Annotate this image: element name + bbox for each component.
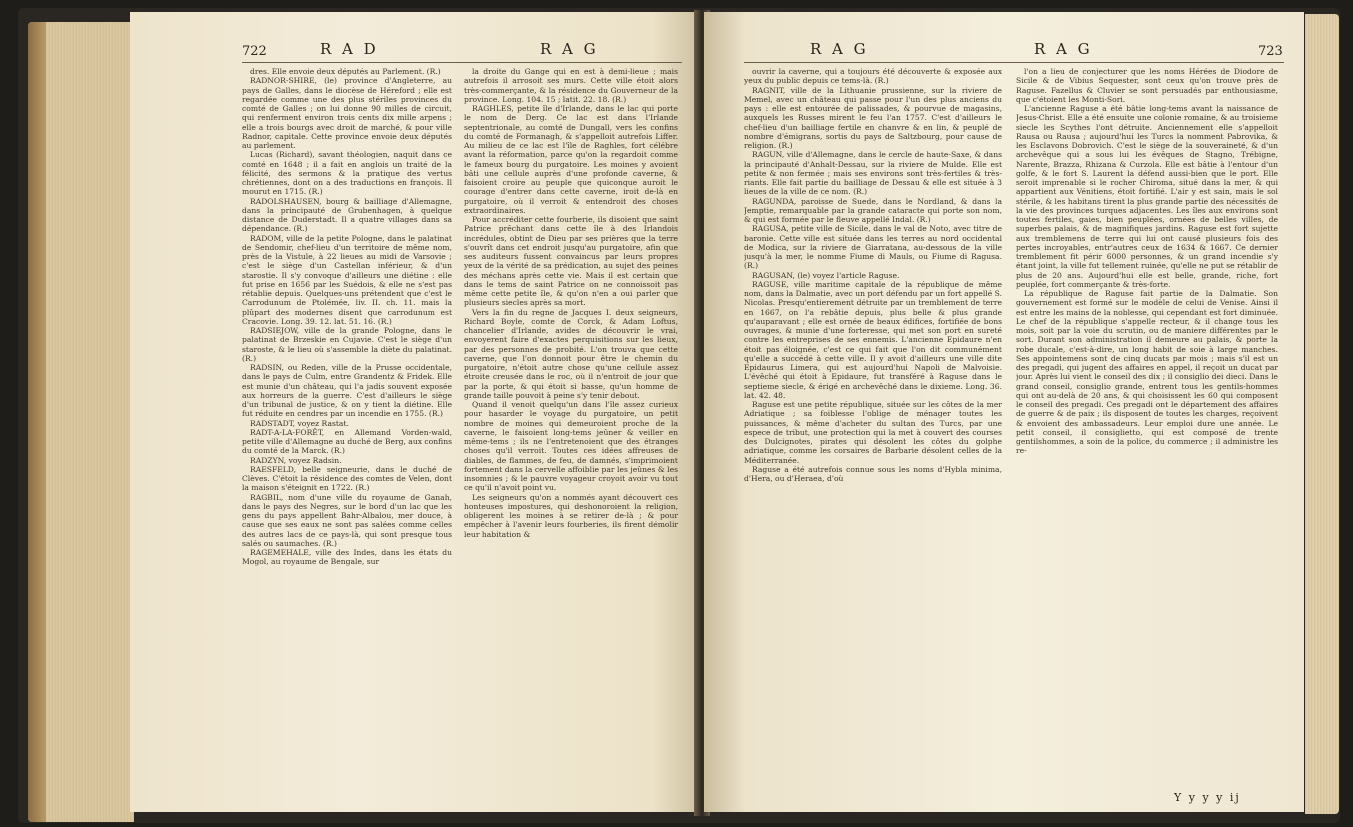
paragraph: RAGUNDA, paroisse de Suede, dans le Nordland, & dans la Jemptie, remarquable par la grande cataracte qui porte son nom, & qui est formée par le fleuve appellé Indal. (R.) [744, 196, 1002, 224]
paragraph: Raguse est une petite république, située sur les côtes de la mer Adriatique ; sa foiblesse l'oblige de ménager toutes les puissances, & même d'acheter du sultan des Turcs, par une espece de tribut, une protection qui la met à couvert des courses des Dulcignotes, pirates qui désolent les côtes du golphe adriatique, comme les corsaires de Barbarie désolent celles de la Méditerranée. [744, 400, 1002, 465]
paragraph: RAGEMEHALE, ville des Indes, dans les états du Mogol, au royaume de Bengale, sur [242, 548, 452, 567]
paragraph: RADSTADT, voyez Rastat. [250, 418, 349, 428]
paragraph: RADZYN, voyez Radsin. [250, 455, 342, 465]
paragraph: Pour accréditer cette fourberie, ils disoient que saint Patrice prêchant dans cette île à des Irlandois incrédules, obtint de Dieu par ses prières que la terre s'ouvrît dans cet endroit jusqu'au purgatoire, afin que ses auditeurs fussent convaincus par leurs propres yeux de la vérité de sa prédication, au sujet des peines des méchans après cette vie. Mais il est certain que dans le tems de saint Patrice on ne connoissoit pas même cette petite île, & qu'on n'en a oui parler que plusieurs siecles après sa mort. [464, 215, 678, 308]
paragraph: La république de Raguse fait partie de la Dalmatie. Son gouvernement est formé sur le modèle de celui de Venise. Ainsi il est entre les mains de la noblesse, qui cependant est fort diminuée. Le chef de la république s'appelle recteur, & il change tous les mois, soit par la voie du scrutin, ou de maniere différentes par le sort. Durant son administration il demeure au palais, & porte la robe ducale, c'est-à-dire, un long habit de soie à large manches. Ses appointemens sont de cinq ducats par mois ; mais s'il est un des pregadi, qui jugent des affaires en appel, il reçoit un ducat par jour. Après lui vient le conseil des dix ; il consiglio dei dieci. Dans le grand conseil, consiglio grande, entrent tous les gentils-hommes qui ont au-delà de 20 ans, & qui choisissent les 60 qui composent le conseil des pregadi. Ces pregadi ont le département des affaires de guerre & de paix ; ils disposent de toutes les charges, reçoivent & envoient des ambassadeurs. Leur emploi dure une année. Le petit conseil, il consiglietto, qui est composé de trente gentilshommes, a soin de la police, du commerce ; il administre les re- [1016, 289, 1278, 456]
header-rule-left [242, 62, 682, 63]
paragraph: RAGUN, ville d'Allemagne, dans le cercle de haute-Saxe, & dans la principauté d'Anhalt-Dessau, sur la riviere de Mulde. Elle est petite & non fermée ; mais ses environs sont très-fertiles & très-riants. Elle fait partie du bailliage de Dessau & elle est située à 3 lieues de la ville de ce nom. (R.) [744, 150, 1002, 197]
paragraph: RADNOR-SHIRE, (le) province d'Angleterre, au pays de Galles, dans le diocèse de Héreford ; elle est regardée comme une des plus stériles provinces du comté de Galles ; on lui donne 90 milles de circuit, qui renferment environ trois cents dix mille arpens ; elle a trois bourgs avec droit de marché, & pour ville Radnor, capitale. Cette province envoie deux députés au parlement. [242, 76, 452, 150]
right-page-column-2 [1016, 67, 1278, 785]
header-rule-right [744, 62, 1284, 63]
paragraph: dres. Elle envoie deux députés au Parlement. (R.) [250, 67, 441, 76]
running-head-right-col2: R A G [1034, 40, 1093, 58]
paragraph: RAGUSAN, (le) voyez l'article Raguse. [752, 270, 900, 280]
paragraph: Vers la fin du regne de Jacques I. deux seigneurs, Richard Boyle, comte de Corck, & Adam Loftus, chancelier d'Irlande, avides de découvrir le vrai, envoyerent faire d'exactes perquisitions sur les lieux, par des personnes de probité. L'on trouva que cette caverne, que l'on donnoit pour être le chemin du purgatoire, n'étoit autre chose qu'une cellule assez étroite creusée dans le roc, où il n'entroit de jour que par la porte, & qui étoit si basse, qu'un homme de grande taille pouvoit à peine s'y tenir debout. [464, 307, 678, 400]
paragraph: RAESFELD, belle seigneurie, dans le duché de Clèves. C'étoit la résidence des comtes de Velen, dont la maison s'éteignit en 1722. (R.) [242, 464, 452, 493]
paragraph: Lucas (Richard), savant théologien, naquit dans ce comté en 1648 ; il a fait en anglois un traité de la félicité, des sermons & la pratique des vertus chrétiennes, dont on a des traductions en françois. Il mourut en 1715. (R.) [242, 150, 452, 197]
left-page-column-1 [242, 67, 452, 785]
right-page [704, 12, 1304, 812]
paragraph: Raguse a été autrefois connue sous les noms d'Hybla minima, d'Hera, ou d'Heraea, d'où [744, 464, 1002, 483]
running-head-left-col2: R A G [540, 40, 599, 58]
paragraph: ouvrir la caverne, qui a toujours été découverte & exposée aux yeux du public depuis ce tems-là. (R.) [744, 67, 1002, 86]
paragraph: l'on a lieu de conjecturer que les noms Hérées de Diodore de Sicile & de Vibius Sequester, sont ceux qu'on trouve près de Raguse. Fazellus & Cluvier se sont persuadés par enthousiasme, que c'étoient les Monti-Sori. [1016, 67, 1278, 104]
running-head-left-col1: R A D [320, 40, 379, 58]
paragraph: RADSIN, ou Reden, ville de la Prusse occidentale, dans le pays de Culm, entre Grandentz & Fridek. Elle est munie d'un château, qui l'a jadis souvent exposée aux horreurs de la guerre. C'est d'ailleurs le siège d'un tribunal de justice, & on y tient la diétine. Elle fut réduite en cendres par un incendie en 1755. (R.) [242, 363, 452, 419]
page-number-left: 722 [242, 44, 267, 59]
paragraph: RAGHLES, petite île d'Irlande, dans le lac qui porte le nom de Derg. Ce lac est dans l'Irlande septentrionale, au comté de Dungall, vers les confins du comté de Formanagh, & s'appelloit autrefois Liffer. Au milieu de ce lac est l'île de Raghles, fort célébre avant la réformation, parce qu'on la regardoit comme le fameux bourg du purgatoire. Les moines y avoient bâti une cellule auprès d'une profonde caverne, & faisoient croire au peuple que quiconque auroit le courage d'entrer dans cette caverne, iroit de-là en purgatoire, où il verroit & entendroit des choses extraordinaires. [464, 104, 678, 215]
left-page-column-2 [464, 67, 678, 785]
book-cover-edge [28, 22, 46, 822]
paragraph: la droite du Gange qui en est à demi-lieue ; mais autrefois il arrosoit ses murs. Cette ville étoit alors très-commerçante, & la résidence du Gouverneur de la province. Long. 104. 15 ; latit. 22. 18. (R.) [464, 67, 678, 104]
paragraph: RADOLSHAUSEN, bourg & bailliage d'Allemagne, dans la principauté de Grubenhagen, à quelque distance de Duderstadt. Il a quatre villages dans sa dépendance. (R.) [242, 196, 452, 234]
paragraph: RADT-A-LA-FORÊT, en Allemand Vorden-wald, petite ville d'Allemagne au duché de Berg, aux confins du comté de la Marck. (R.) [242, 427, 452, 456]
paragraph: RAGBIL, nom d'une ville du royaume de Ganah, dans le pays des Negres, sur le bord d'un lac que les gens du pays appellent Bahr-Albalou, mer douce, à cause que ses eaux ne sont pas salées comme celles des autres lacs de ce pays-là, qui sont presque tous salés ou saumaches. (R.) [242, 492, 452, 548]
paragraph: RAGUSA, petite ville de Sicile, dans le val de Noto, avec titre de baronie. Cette ville est située dans les terres au nord occidental de Modica, sur la riviere de Giarratana, au-dessous de la ville jusqu'à la mer, le nomme Fiume di Mauls, ou Fiume di Ragusa. (R.) [744, 224, 1002, 271]
signature-mark: Y y y y ij [1174, 791, 1241, 804]
right-page-column-1 [744, 67, 1002, 785]
paragraph: Les seigneurs qu'on a nommés ayant découvert ces honteuses impostures, qui deshonoroient la religion, obligerent les moines à se retirer de-là ; & pour empêcher à l'avenir leurs fourberies, ils firent démolir leur habitation & [464, 492, 678, 539]
page-number-right: 723 [1258, 44, 1283, 59]
paragraph: Quand il venoit quelqu'un dans l'île assez curieux pour hasarder le voyage du purgatoire, un petit nombre de moines qui demeuroient proche de la caverne, le faisoient long-tems jeûner & veiller en même-tems ; ils ne l'entretenoient que des étranges choses qu'il verroit. Toutes ces idées affreuses de diables, de flammes, de feu, de damnés, s'imprimoient fortement dans la cervelle affoiblie par les jeûnes & les insomnies ; & le pauvre voyageur croyoit avoir vu tout ce qu'il n'avoit point vu. [464, 400, 678, 493]
page-edges-right [1305, 14, 1339, 814]
paragraph: RAGUSE, ville maritime capitale de la république de même nom, dans la Dalmatie, avec un port défendu par un fort appellé S. Nicolas. Presqu'entierement détruite par un tremblement de terre en 1667, on l'a rebâtie depuis, plus belle & plus grande qu'auparavant ; elle est ornée de beaux édifices, fortifiée de bons ouvrages, & munie d'une forteresse, qui met son port en sureté contre les entreprises de ses ennemis. L'ancienne Epidaure n'en étoit pas éloignée, c'est ce qui fait que l'on dit communément qu'elle a succédé à cette ville. Il y avoit d'ailleurs une ville dite Epidaurus Limera, qui est aujourd'hui Napoli de Malvoisie. L'évêché qui étoit à Epidaure, fut transféré à Raguse dans le septieme siecle, & érigé en archevêché dans le dixieme. Long. 36. lat. 42. 48. [744, 279, 1002, 400]
paragraph: RADSIEJOW, ville de la grande Pologne, dans le palatinat de Brzeskie en Cujavie. C'est le siège d'un staroste, & le lieu où s'assemble la diète du palatinat. (R.) [242, 326, 452, 363]
paragraph: L'ancienne Raguse a été bâtie long-tems avant la naissance de Jesus-Christ. Elle a été ensuite une colonie romaine, & au troisieme siecle les Scythes l'ont détruite. Anciennement elle s'appelloit Rausa ou Rausa ; aujourd'hui les Turcs la nomment Pabrovika, & les Esclavons Dobrovich. C'est le siège de la souveraineté, & d'un archevêque qui a sous lui les évêques de Stagno, Trébigne, Narente, Brazza, Rhizana & Curzola. Elle est bâtie à l'entour d'un golfe, & le fort S. Laurent la défend aussi-bien que le port. Elle seroit imprenable si le rocher Chiroma, situé dans la mer, & qui appartient aux Vénitiens, étoit fortifié. L'air y est sain, mais le sol stérile, & les habitans tirent la plus grande partie des nécessités de la vie des provinces turques adjacentes. Les îles aux environs sont toutes fertiles, gaies, bien peuplées, ornées de belles villes, de superbes palais, & de magnifiques jardins. Raguse est fort sujette aux tremblemens de terre qui lui ont causé plusieurs fois des pertes incroyables, entr'autres ceux de 1634 & 1667. Ce dernier tremblement fit périr 6000 personnes, & un grand incendie s'y étant joint, la ville fut tellement ruinée, qu'elle ne put se rétablir de plus de 20 ans. Aujourd'hui elle est belle, grande, riche, fort peuplée, fort commerçante & très-forte. [1016, 104, 1278, 289]
paragraph: RAGNIT, ville de la Lithuanie prussienne, sur la riviere de Memel, avec un château qui passe pour l'un des plus anciens du pays : elle est entourée de palissades, & pourvue de magasins, auxquels les Russes mirent le feu l'an 1757. C'est d'ailleurs le chef-lieu d'un bailliage fertile en chanvre & en lin, & peuplé de nombre d'émigrans, sortis du pays de Saltzbourg, pour cause de religion. (R.) [744, 85, 1002, 150]
running-head-right-col1: R A G [810, 40, 869, 58]
left-page [130, 12, 698, 812]
paragraph: RADOM, ville de la petite Pologne, dans le palatinat de Sendomir, chef-lieu d'un territoire de même nom, près de la Vistule, à 22 lieues au midi de Varsovie ; c'est le siège d'un Castellan inférieur, & d'un starostie. Il s'y convoque d'ailleurs une diétine : elle fut prise en 1656 par les Suédois, & elle ne s'est pas rétablie depuis. Quelques-uns prétendent que c'est le Carrodunum de Ptolémée, liv. II. ch. 11. mais la plûpart des modernes disent que carrodunum est Cracovie. Long. 39. 12. lat. 51. 16. (R.) [242, 233, 452, 326]
